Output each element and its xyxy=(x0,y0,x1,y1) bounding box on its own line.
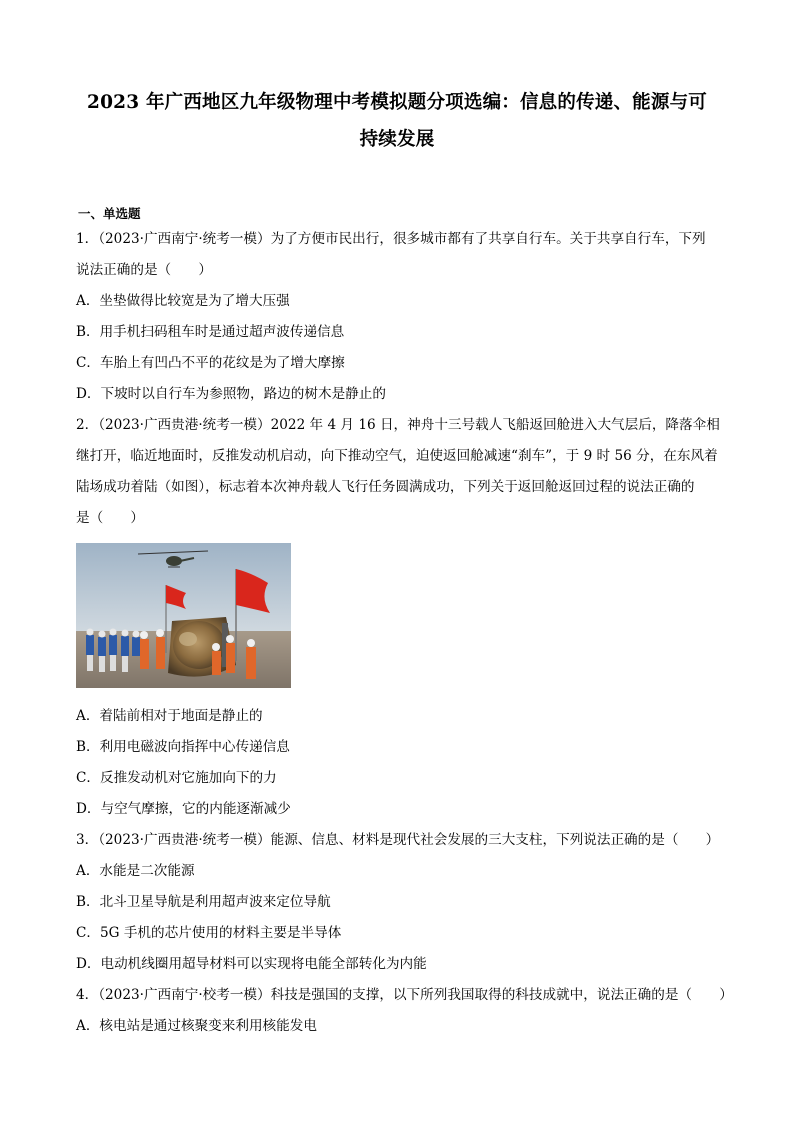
return-capsule-photo xyxy=(76,543,291,688)
document-title xyxy=(60,84,734,158)
q1-option-a: A．坐垫做得比较宽是为了增大压强 xyxy=(76,293,290,309)
q1-option-d: D．下坡时以自行车为参照物，路边的树木是静止的 xyxy=(76,386,386,402)
q2-option-d: D．与空气摩擦，它的内能逐渐减少 xyxy=(76,801,291,817)
q2-option-c: C．反推发动机对它施加向下的力 xyxy=(76,770,277,786)
q2-stem-line-2: 继打开，临近地面时，反推发动机启动，向下推动空气，迫使返回舱减速“刹车”，于 9 时 56 分，在东风着 xyxy=(76,448,718,464)
q4-option-a: A．核电站是通过核聚变来利用核能发电 xyxy=(76,1018,317,1034)
q2-stem-line-3: 陆场成功着陆（如图），标志着本次神舟载人飞行任务圆满成功，下列关于返回舱返回过程的说法正确的 xyxy=(76,479,695,495)
q2-option-b: B．利用电磁波向指挥中心传递信息 xyxy=(76,739,290,755)
q2-stem-line-1: 2．（2023·广西贵港·统考一模）2022 年 4 月 16 日，神舟十三号载人飞船返回舱进入大气层后，降落伞相 xyxy=(76,417,720,433)
title-line-1: 2023 年广西地区九年级物理中考模拟题分项选编：信息的传递、能源与可 xyxy=(87,92,707,113)
q3-option-c: C．5G 手机的芯片使用的材料主要是半导体 xyxy=(76,925,342,941)
title-line-2: 持续发展 xyxy=(359,129,435,150)
q1-option-b: B．用手机扫码租车时是通过超声波传递信息 xyxy=(76,324,345,340)
q3-option-b: B．北斗卫星导航是利用超声波来定位导航 xyxy=(76,894,331,910)
q3-stem-line-1: 3．（2023·广西贵港·统考一模）能源、信息、材料是现代社会发展的三大支柱，下列说法正确的是（ ） xyxy=(76,832,720,848)
q2-option-a: A．着陆前相对于地面是静止的 xyxy=(76,708,263,724)
q1-option-c: C．车胎上有凹凸不平的花纹是为了增大摩擦 xyxy=(76,355,345,371)
capsule-icon xyxy=(168,617,236,677)
q1-stem-line-1: 1．（2023·广西南宁·统考一模）为了方便市民出行，很多城市都有了共享自行车。关于共享自行车，下列 xyxy=(76,231,706,247)
q1-stem-line-2: 说法正确的是（ ） xyxy=(76,262,212,278)
q2-stem-line-4: 是（ ） xyxy=(76,510,144,526)
section-heading: 一、单选题 xyxy=(78,206,141,221)
q4-stem-line-1: 4．（2023·广西南宁·校考一模）科技是强国的支撑，以下所列我国取得的科技成就中，说法正确的是（ ） xyxy=(76,987,733,1003)
q3-option-a: A．水能是二次能源 xyxy=(76,863,195,879)
q3-option-d: D．电动机线圈用超导材料可以实现将电能全部转化为内能 xyxy=(76,956,427,972)
